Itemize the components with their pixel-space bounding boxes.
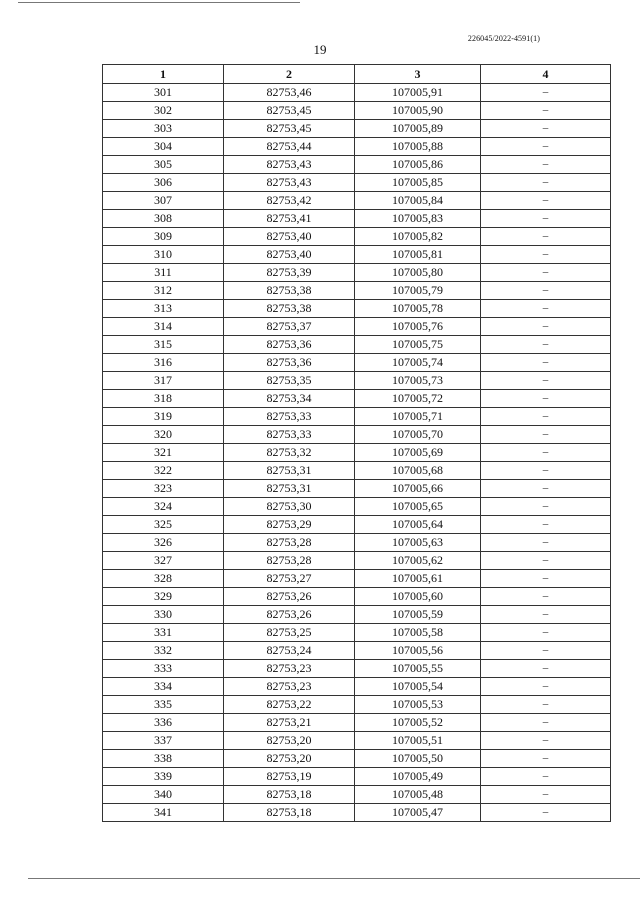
y-coordinate-cell: 107005,47 xyxy=(355,804,481,822)
dash-cell: – xyxy=(481,156,611,174)
table-row xyxy=(103,786,611,804)
table-row xyxy=(103,732,611,750)
top-rule xyxy=(18,2,300,3)
point-number-cell: 333 xyxy=(103,660,224,678)
x-coordinate-cell: 82753,23 xyxy=(224,678,355,696)
table-row xyxy=(103,624,611,642)
table-row xyxy=(103,768,611,786)
y-coordinate-cell: 107005,81 xyxy=(355,246,481,264)
x-coordinate-cell: 82753,31 xyxy=(224,462,355,480)
point-number-cell: 331 xyxy=(103,624,224,642)
table-row xyxy=(103,498,611,516)
point-number-cell: 332 xyxy=(103,642,224,660)
table-row xyxy=(103,642,611,660)
y-coordinate-cell: 107005,78 xyxy=(355,300,481,318)
dash-cell: – xyxy=(481,642,611,660)
x-coordinate-cell: 82753,46 xyxy=(224,84,355,102)
table-row xyxy=(103,102,611,120)
dash-cell: – xyxy=(481,282,611,300)
y-coordinate-cell: 107005,91 xyxy=(355,84,481,102)
point-number-cell: 339 xyxy=(103,768,224,786)
dash-cell: – xyxy=(481,552,611,570)
y-coordinate-cell: 107005,73 xyxy=(355,372,481,390)
dash-cell: – xyxy=(481,750,611,768)
document-number: 226045/2022-4591(1) xyxy=(467,34,540,43)
x-coordinate-cell: 82753,22 xyxy=(224,696,355,714)
dash-cell: – xyxy=(481,138,611,156)
table-row xyxy=(103,120,611,138)
point-number-cell: 301 xyxy=(103,84,224,102)
dash-cell: – xyxy=(481,624,611,642)
x-coordinate-cell: 82753,40 xyxy=(224,246,355,264)
y-coordinate-cell: 107005,66 xyxy=(355,480,481,498)
point-number-cell: 305 xyxy=(103,156,224,174)
x-coordinate-cell: 82753,29 xyxy=(224,516,355,534)
table-row xyxy=(103,192,611,210)
table-row xyxy=(103,138,611,156)
y-coordinate-cell: 107005,82 xyxy=(355,228,481,246)
x-coordinate-cell: 82753,21 xyxy=(224,714,355,732)
x-coordinate-cell: 82753,33 xyxy=(224,426,355,444)
point-number-cell: 317 xyxy=(103,372,224,390)
table-row xyxy=(103,516,611,534)
table-row xyxy=(103,264,611,282)
point-number-cell: 336 xyxy=(103,714,224,732)
y-coordinate-cell: 107005,55 xyxy=(355,660,481,678)
point-number-cell: 314 xyxy=(103,318,224,336)
point-number-cell: 320 xyxy=(103,426,224,444)
y-coordinate-cell: 107005,72 xyxy=(355,390,481,408)
y-coordinate-cell: 107005,69 xyxy=(355,444,481,462)
coordinates-table xyxy=(102,64,611,822)
dash-cell: – xyxy=(481,372,611,390)
x-coordinate-cell: 82753,43 xyxy=(224,174,355,192)
x-coordinate-cell: 82753,26 xyxy=(224,588,355,606)
point-number-cell: 303 xyxy=(103,120,224,138)
x-coordinate-cell: 82753,41 xyxy=(224,210,355,228)
x-coordinate-cell: 82753,37 xyxy=(224,318,355,336)
y-coordinate-cell: 107005,80 xyxy=(355,264,481,282)
y-coordinate-cell: 107005,74 xyxy=(355,354,481,372)
dash-cell: – xyxy=(481,408,611,426)
table-row xyxy=(103,660,611,678)
point-number-cell: 313 xyxy=(103,300,224,318)
table-row xyxy=(103,552,611,570)
x-coordinate-cell: 82753,24 xyxy=(224,642,355,660)
point-number-cell: 322 xyxy=(103,462,224,480)
table-row xyxy=(103,678,611,696)
x-coordinate-cell: 82753,36 xyxy=(224,354,355,372)
x-coordinate-cell: 82753,35 xyxy=(224,372,355,390)
y-coordinate-cell: 107005,53 xyxy=(355,696,481,714)
y-coordinate-cell: 107005,56 xyxy=(355,642,481,660)
dash-cell: – xyxy=(481,102,611,120)
dash-cell: – xyxy=(481,426,611,444)
table-row xyxy=(103,300,611,318)
point-number-cell: 309 xyxy=(103,228,224,246)
dash-cell: – xyxy=(481,516,611,534)
y-coordinate-cell: 107005,63 xyxy=(355,534,481,552)
table-body xyxy=(103,84,611,822)
table-row xyxy=(103,318,611,336)
point-number-cell: 307 xyxy=(103,192,224,210)
point-number-cell: 323 xyxy=(103,480,224,498)
table-row xyxy=(103,426,611,444)
y-coordinate-cell: 107005,79 xyxy=(355,282,481,300)
dash-cell: – xyxy=(481,120,611,138)
dash-cell: – xyxy=(481,264,611,282)
y-coordinate-cell: 107005,65 xyxy=(355,498,481,516)
y-coordinate-cell: 107005,75 xyxy=(355,336,481,354)
table-row xyxy=(103,534,611,552)
y-coordinate-cell: 107005,54 xyxy=(355,678,481,696)
x-coordinate-cell: 82753,45 xyxy=(224,120,355,138)
point-number-cell: 329 xyxy=(103,588,224,606)
dash-cell: – xyxy=(481,606,611,624)
dash-cell: – xyxy=(481,570,611,588)
dash-cell: – xyxy=(481,660,611,678)
point-number-cell: 306 xyxy=(103,174,224,192)
y-coordinate-cell: 107005,90 xyxy=(355,102,481,120)
table-row xyxy=(103,246,611,264)
page-number: 19 xyxy=(313,42,327,57)
dash-cell: – xyxy=(481,534,611,552)
dash-cell: – xyxy=(481,498,611,516)
y-coordinate-cell: 107005,49 xyxy=(355,768,481,786)
y-coordinate-cell: 107005,86 xyxy=(355,156,481,174)
dash-cell: – xyxy=(481,210,611,228)
x-coordinate-cell: 82753,28 xyxy=(224,552,355,570)
table-row xyxy=(103,372,611,390)
point-number-cell: 308 xyxy=(103,210,224,228)
table-row xyxy=(103,804,611,822)
x-coordinate-cell: 82753,39 xyxy=(224,264,355,282)
table-row xyxy=(103,84,611,102)
x-coordinate-cell: 82753,27 xyxy=(224,570,355,588)
y-coordinate-cell: 107005,51 xyxy=(355,732,481,750)
y-coordinate-cell: 107005,48 xyxy=(355,786,481,804)
x-coordinate-cell: 82753,40 xyxy=(224,228,355,246)
point-number-cell: 304 xyxy=(103,138,224,156)
dash-cell: – xyxy=(481,228,611,246)
x-coordinate-cell: 82753,20 xyxy=(224,750,355,768)
table-row xyxy=(103,282,611,300)
column-header: 1 xyxy=(103,65,224,84)
point-number-cell: 302 xyxy=(103,102,224,120)
table-row xyxy=(103,480,611,498)
table-row xyxy=(103,462,611,480)
table-row xyxy=(103,750,611,768)
dash-cell: – xyxy=(481,732,611,750)
dash-cell: – xyxy=(481,588,611,606)
point-number-cell: 335 xyxy=(103,696,224,714)
table-row xyxy=(103,336,611,354)
point-number-cell: 311 xyxy=(103,264,224,282)
y-coordinate-cell: 107005,89 xyxy=(355,120,481,138)
x-coordinate-cell: 82753,28 xyxy=(224,534,355,552)
x-coordinate-cell: 82753,23 xyxy=(224,660,355,678)
x-coordinate-cell: 82753,32 xyxy=(224,444,355,462)
dash-cell: – xyxy=(481,84,611,102)
x-coordinate-cell: 82753,38 xyxy=(224,300,355,318)
dash-cell: – xyxy=(481,678,611,696)
point-number-cell: 321 xyxy=(103,444,224,462)
dash-cell: – xyxy=(481,192,611,210)
table-row xyxy=(103,354,611,372)
point-number-cell: 334 xyxy=(103,678,224,696)
y-coordinate-cell: 107005,85 xyxy=(355,174,481,192)
table-row xyxy=(103,714,611,732)
point-number-cell: 338 xyxy=(103,750,224,768)
dash-cell: – xyxy=(481,696,611,714)
y-coordinate-cell: 107005,88 xyxy=(355,138,481,156)
point-number-cell: 315 xyxy=(103,336,224,354)
table-header-row xyxy=(103,65,611,84)
x-coordinate-cell: 82753,38 xyxy=(224,282,355,300)
y-coordinate-cell: 107005,52 xyxy=(355,714,481,732)
point-number-cell: 328 xyxy=(103,570,224,588)
point-number-cell: 340 xyxy=(103,786,224,804)
x-coordinate-cell: 82753,30 xyxy=(224,498,355,516)
x-coordinate-cell: 82753,31 xyxy=(224,480,355,498)
y-coordinate-cell: 107005,59 xyxy=(355,606,481,624)
table-row xyxy=(103,228,611,246)
point-number-cell: 341 xyxy=(103,804,224,822)
dash-cell: – xyxy=(481,768,611,786)
y-coordinate-cell: 107005,71 xyxy=(355,408,481,426)
x-coordinate-cell: 82753,44 xyxy=(224,138,355,156)
x-coordinate-cell: 82753,43 xyxy=(224,156,355,174)
x-coordinate-cell: 82753,25 xyxy=(224,624,355,642)
y-coordinate-cell: 107005,58 xyxy=(355,624,481,642)
table-row xyxy=(103,696,611,714)
dash-cell: – xyxy=(481,804,611,822)
table-row xyxy=(103,408,611,426)
y-coordinate-cell: 107005,76 xyxy=(355,318,481,336)
y-coordinate-cell: 107005,70 xyxy=(355,426,481,444)
x-coordinate-cell: 82753,42 xyxy=(224,192,355,210)
x-coordinate-cell: 82753,36 xyxy=(224,336,355,354)
dash-cell: – xyxy=(481,246,611,264)
x-coordinate-cell: 82753,20 xyxy=(224,732,355,750)
y-coordinate-cell: 107005,60 xyxy=(355,588,481,606)
y-coordinate-cell: 107005,64 xyxy=(355,516,481,534)
y-coordinate-cell: 107005,83 xyxy=(355,210,481,228)
point-number-cell: 337 xyxy=(103,732,224,750)
x-coordinate-cell: 82753,45 xyxy=(224,102,355,120)
dash-cell: – xyxy=(481,354,611,372)
point-number-cell: 319 xyxy=(103,408,224,426)
table-row xyxy=(103,156,611,174)
column-header: 2 xyxy=(224,65,355,84)
point-number-cell: 327 xyxy=(103,552,224,570)
table-row xyxy=(103,210,611,228)
dash-cell: – xyxy=(481,714,611,732)
dash-cell: – xyxy=(481,390,611,408)
point-number-cell: 310 xyxy=(103,246,224,264)
y-coordinate-cell: 107005,62 xyxy=(355,552,481,570)
table-row xyxy=(103,390,611,408)
y-coordinate-cell: 107005,50 xyxy=(355,750,481,768)
dash-cell: – xyxy=(481,300,611,318)
point-number-cell: 312 xyxy=(103,282,224,300)
x-coordinate-cell: 82753,33 xyxy=(224,408,355,426)
dash-cell: – xyxy=(481,444,611,462)
table-row xyxy=(103,174,611,192)
point-number-cell: 316 xyxy=(103,354,224,372)
dash-cell: – xyxy=(481,462,611,480)
x-coordinate-cell: 82753,34 xyxy=(224,390,355,408)
x-coordinate-cell: 82753,19 xyxy=(224,768,355,786)
point-number-cell: 324 xyxy=(103,498,224,516)
dash-cell: – xyxy=(481,174,611,192)
x-coordinate-cell: 82753,26 xyxy=(224,606,355,624)
column-header: 4 xyxy=(481,65,611,84)
table-row xyxy=(103,606,611,624)
x-coordinate-cell: 82753,18 xyxy=(224,786,355,804)
table-row xyxy=(103,444,611,462)
bottom-rule xyxy=(28,878,640,879)
point-number-cell: 326 xyxy=(103,534,224,552)
y-coordinate-cell: 107005,68 xyxy=(355,462,481,480)
y-coordinate-cell: 107005,61 xyxy=(355,570,481,588)
table-row xyxy=(103,570,611,588)
point-number-cell: 325 xyxy=(103,516,224,534)
dash-cell: – xyxy=(481,786,611,804)
x-coordinate-cell: 82753,18 xyxy=(224,804,355,822)
dash-cell: – xyxy=(481,480,611,498)
column-header: 3 xyxy=(355,65,481,84)
table-row xyxy=(103,588,611,606)
dash-cell: – xyxy=(481,318,611,336)
point-number-cell: 330 xyxy=(103,606,224,624)
point-number-cell: 318 xyxy=(103,390,224,408)
dash-cell: – xyxy=(481,336,611,354)
y-coordinate-cell: 107005,84 xyxy=(355,192,481,210)
